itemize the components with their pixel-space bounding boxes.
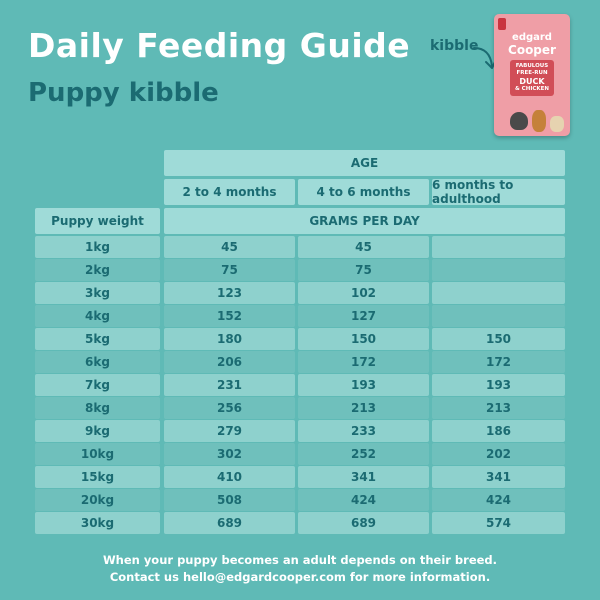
weight-cell: 9kg (35, 420, 160, 442)
bag-dog-illustration (550, 116, 564, 132)
grams-cell (432, 282, 565, 304)
grams-cell: 102 (298, 282, 429, 304)
weight-cell: 20kg (35, 489, 160, 511)
grams-cell: 213 (298, 397, 429, 419)
grams-cell: 508 (164, 489, 295, 511)
weight-cell: 4kg (35, 305, 160, 327)
bag-brand-line1: edgard (512, 32, 552, 43)
grams-cell: 45 (298, 236, 429, 258)
grams-cell: 152 (164, 305, 295, 327)
grams-cell: 233 (298, 420, 429, 442)
grams-cell: 252 (298, 443, 429, 465)
grams-cell (432, 259, 565, 281)
grams-cell: 231 (164, 374, 295, 396)
grams-cell: 279 (164, 420, 295, 442)
age-group-header: 4 to 6 months (298, 179, 429, 205)
grams-cell: 689 (298, 512, 429, 534)
bag-brand-line2: Cooper (508, 43, 556, 57)
bag-label-line3: DUCK (519, 77, 545, 86)
product-bag-image (494, 14, 570, 136)
age-group-header: 2 to 4 months (164, 179, 295, 205)
grams-cell: 256 (164, 397, 295, 419)
weight-cell: 5kg (35, 328, 160, 350)
weight-cell: 15kg (35, 466, 160, 488)
grams-cell: 150 (298, 328, 429, 350)
weight-cell: 2kg (35, 259, 160, 281)
age-group-header: 6 months to adulthood (432, 179, 565, 205)
grams-cell: 410 (164, 466, 295, 488)
grams-cell: 689 (164, 512, 295, 534)
grams-cell: 193 (432, 374, 565, 396)
grams-cell (432, 236, 565, 258)
bag-label (510, 60, 554, 96)
bag-label-line1: FABULOUS (515, 63, 549, 69)
footer-line1: When your puppy becomes an adult depends on their breed. (102, 553, 498, 567)
bag-dog-illustration (510, 112, 528, 130)
grams-cell: 75 (164, 259, 295, 281)
grams-cell: 172 (432, 351, 565, 373)
grams-cell: 75 (298, 259, 429, 281)
grams-cell: 186 (432, 420, 565, 442)
weight-cell: 30kg (35, 512, 160, 534)
bag-label-line2: FREE-RUN (516, 70, 548, 76)
weight-cell: 1kg (35, 236, 160, 258)
grams-cell: 193 (298, 374, 429, 396)
grams-cell: 574 (432, 512, 565, 534)
bag-label-line4: & CHICKEN (514, 86, 550, 92)
grams-cell: 424 (298, 489, 429, 511)
grams-cell: 123 (164, 282, 295, 304)
footer-line2: Contact us hello@edgardcooper.com for more information. (109, 570, 491, 584)
grams-cell (432, 305, 565, 327)
grams-cell: 341 (432, 466, 565, 488)
grams-cell: 424 (432, 489, 565, 511)
page-subtitle: Puppy kibble (28, 78, 219, 108)
grams-cell: 45 (164, 236, 295, 258)
grams-per-day-header: GRAMS PER DAY (164, 208, 565, 234)
bag-dog-illustration (532, 110, 546, 132)
kibble-note: kibble (430, 38, 479, 54)
weight-header: Puppy weight (35, 208, 160, 234)
grams-cell: 172 (298, 351, 429, 373)
weight-cell: 7kg (35, 374, 160, 396)
weight-cell: 10kg (35, 443, 160, 465)
grams-cell: 213 (432, 397, 565, 419)
age-header: AGE (164, 150, 565, 176)
grams-cell: 302 (164, 443, 295, 465)
grams-cell: 180 (164, 328, 295, 350)
grams-cell: 202 (432, 443, 565, 465)
page-title: Daily Feeding Guide (28, 26, 411, 65)
weight-cell: 8kg (35, 397, 160, 419)
bag-tag (498, 18, 506, 30)
weight-cell: 6kg (35, 351, 160, 373)
grams-cell: 206 (164, 351, 295, 373)
grams-cell: 341 (298, 466, 429, 488)
grams-cell: 127 (298, 305, 429, 327)
weight-cell: 3kg (35, 282, 160, 304)
grams-cell: 150 (432, 328, 565, 350)
